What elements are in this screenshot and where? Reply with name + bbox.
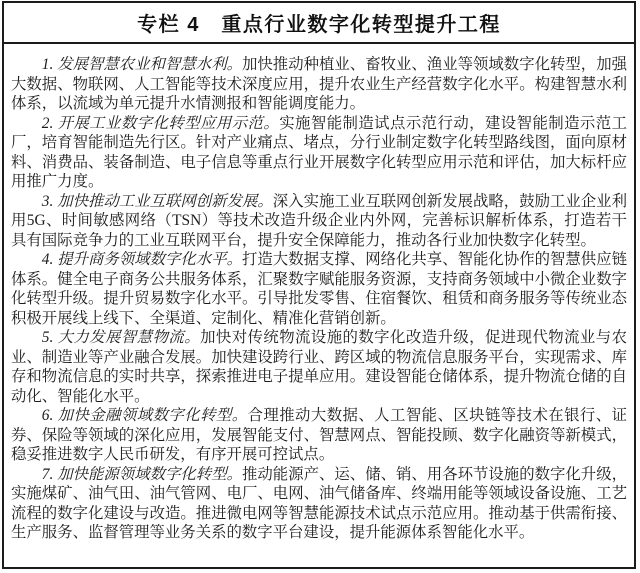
- paragraph-5: [11, 328, 627, 406]
- paragraph-1-lead: 1. 发展智慧农业和智慧水利。: [41, 56, 242, 73]
- paragraph-4-text: 打造大数据支撑、网络化共享、智能化协作的智慧供应链体系。健全电子商务公共服务体系，汇聚数字赋能服务资源，支持商务领域中小微企业数字化转型升级。提升贸易数字化水平。引导批发零售、住宿餐饮、租赁和商务服务等传统业态积极开展线上线下、全渠道、定制化、精准化营销创新。: [11, 251, 627, 327]
- paragraph-1: [11, 55, 627, 114]
- paragraph-7-text: 推动能源产、运、储、销、用各环节设施的数字化升级，实施煤矿、油气田、油气管网、电厂、电网、油气储备库、终端用能等领域设备设施、工艺流程的数字化建设与改造。推进微电网等智慧能源技术试点示范应用。推动基于供需衔接、生产服务、监督管理等业务关系的数字平台建设，提升能源体系智能化水平。: [11, 465, 627, 541]
- paragraph-3: [11, 192, 627, 251]
- paragraph-5-text: 加快对传统物流设施的数字化改造升级，促进现代物流业与农业、制造业等产业融合发展。加快建设跨行业、跨区域的物流信息服务平台，实现需求、库存和物流信息的实时共享，探索推进电子提单应用。建设智能仓储体系，提升物流仓储的自动化、智能化水平。: [11, 329, 627, 405]
- column-body: [4, 44, 634, 543]
- paragraph-2-lead: 2. 开展工业数字化转型应用示范。: [41, 114, 280, 132]
- paragraph-2: [11, 114, 627, 192]
- paragraph-7: [11, 465, 627, 543]
- paragraph-6-text: 合理推动大数据、人工智能、区块链等技术在银行、证券、保险等领域的深化应用，发展智能支付、智慧网点、智能投顾、数字化融资等新模式，稳妥推进数字人民币研发，有序开展可控试点。: [11, 407, 627, 463]
- paragraph-7-lead: 7. 加快能源领域数字化转型。: [41, 465, 242, 483]
- column-box: [2, 1, 636, 569]
- paragraph-4: [11, 250, 627, 328]
- paragraph-6: [11, 406, 627, 465]
- paragraph-6-lead: 6. 加快金融领域数字化转型。: [41, 407, 248, 424]
- paragraph-4-lead: 4. 提升商务领域数字化水平。: [41, 251, 242, 268]
- paragraph-3-text: 深入实施工业互联网创新发展战略，鼓励工业企业利用5G、时间敏感网络（TSN）等技术改造升级企业内外网，完善标识解析体系，打造若干具有国际竞争力的工业互联网平台，提升安全保障能力，推动各行业加快数字化转型。: [11, 192, 627, 249]
- paragraph-3-lead: 3. 加快推动工业互联网创新发展。: [41, 192, 273, 210]
- column-title: 专栏 4 重点行业数字化转型提升工程: [4, 3, 634, 44]
- paragraph-2-text: 实施智能制造试点示范行动，建设智能制造示范工厂，培育智能制造先行区。针对产业痛点、堵点，分行业制定数字化转型路线图，面向原材料、消费品、装备制造、电子信息等重点行业开展数字化转型应用示范和评估，加大标杆应用推广力度。: [11, 114, 627, 190]
- paragraph-1-text: 加快推动种植业、畜牧业、渔业等领域数字化转型，加强大数据、物联网、人工智能等技术深度应用，提升农业生产经营数字化水平。构建智慧水利体系，以流域为单元提升水情测报和智能调度能力。: [11, 56, 627, 112]
- paragraph-5-lead: 5. 大力发展智慧物流。: [41, 329, 201, 346]
